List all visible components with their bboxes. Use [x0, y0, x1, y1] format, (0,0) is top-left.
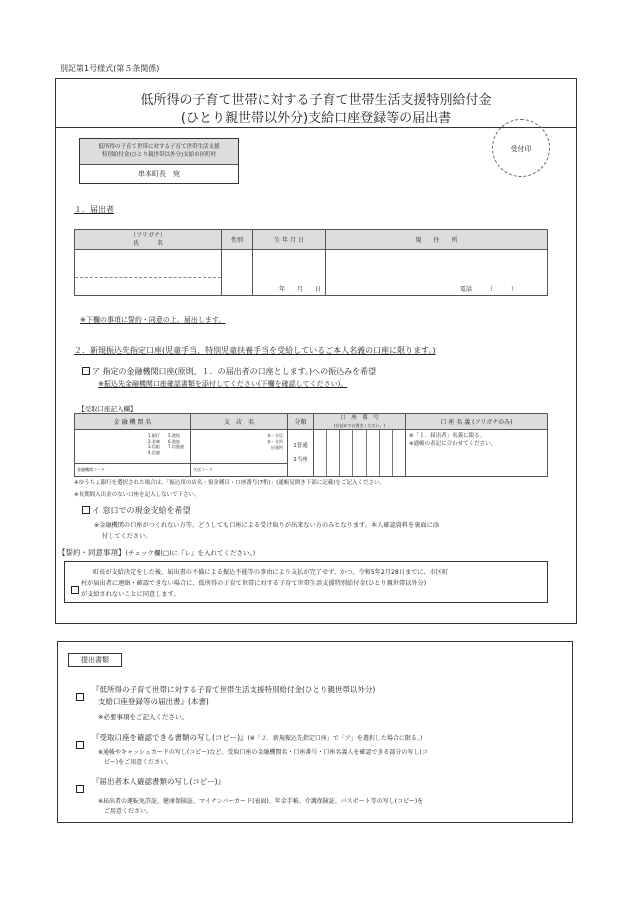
option-i[interactable] — [82, 505, 191, 516]
address-field[interactable]: 電話 （ ） — [326, 250, 548, 296]
pledge-subtitle: (チェック欄(□)に『レ』を入れてください。) — [125, 549, 256, 557]
doc1-checkbox[interactable] — [76, 685, 86, 704]
form-label: 別記第1号様式(第５条関係) — [60, 64, 160, 73]
option-i-note2: 付してください。 — [102, 533, 152, 540]
pledge-line2: 村が届出者に連絡・確認できない場合に、低所得の子育て世帯に対する子育て世帯生活支援特別給付金(ひとり親世帯以外分) — [81, 580, 427, 587]
dob-label: 生 年 月 日 — [253, 230, 326, 250]
doc1-title1: 『低所得の子育て世帯に対する子育て世帯生活支援特別給付金(ひとり親世帯以外分) — [92, 685, 376, 694]
option-i-note1: ※金融機関の口座がつくれない方等、どうしても口座による受け取りが出来ない方のみとなります。本人確認資料を裏面に添 — [94, 522, 439, 529]
name-label: 氏 名 — [132, 239, 163, 247]
col-account: 口 座 番 号 — [340, 414, 379, 421]
section2-heading: ２．新規振込先指定口座(児童手当、特別児童扶養手当を受給しているご本人名義の口座に限ります。) — [74, 346, 436, 355]
option-i-checkbox[interactable] — [82, 506, 90, 514]
pledge-line1: 町長が支給決定をした後、届出書の不備による振込不能等の事由により支払が完了せず、かつ、令和5年2月28日までに、市区町 — [93, 569, 449, 576]
yucho-note: ※ゆうちょ銀行を選択された場合は、「振込用の店名・預金種目・口座番号(7桁)」(通帳見開き下部に記載)をご記入ください。 — [74, 480, 385, 486]
account-table — [74, 413, 548, 477]
doc3-title: 『届出者本人確認書類の写し(コピー)』 — [92, 777, 226, 786]
gender-field[interactable] — [222, 250, 253, 296]
doc2-sub: (※「２．新規振込先指定口座」で「ア」を選択した場合に限る。) — [247, 735, 423, 742]
addressee-line1: 低所得の子育て世帯に対する子育て世帯生活支援 — [98, 144, 220, 150]
doc2-note1: ※通帳やキャッシュカードの写し(コピー)など、受取口座の金融機関名・口座番号・口座名義人を確認できる部分の写し(コ — [98, 749, 428, 756]
documents-box — [57, 641, 573, 823]
address-label: 現 住 所 — [326, 230, 548, 250]
doc2-checkbox[interactable] — [76, 733, 86, 752]
col-branch: 支 店 名 — [191, 414, 288, 430]
main-form — [55, 78, 577, 624]
col-holder: 口 座 名 義 (フリガナのみ) — [406, 414, 548, 430]
dob-field[interactable]: 年 月 日 — [253, 250, 326, 296]
holder-note2: ※通帳の表記に合わせてください。 — [409, 441, 497, 447]
furigana-label: （フリガナ） — [130, 231, 166, 239]
applicant-table — [74, 229, 548, 296]
addressee-line2: 特別給付金(ひとり親世帯以外分)支給市区町村 — [101, 152, 217, 158]
option-a-note: ※振込先金融機関口座確認書類を添付してください(下欄を確認してください)。 — [98, 380, 348, 388]
doc2-note2: ピー)をご用意ください。 — [104, 759, 173, 766]
section1-heading: １．届出者 — [74, 205, 114, 214]
option-a[interactable] — [82, 366, 376, 377]
documents-heading: 提出書類 — [68, 653, 122, 667]
title-line1: 低所得の子育て世帯に対する子育て世帯生活支援特別給付金 — [140, 93, 492, 108]
account-holder-field[interactable] — [406, 430, 548, 477]
long-period-note: ※長期間入出金のない口座を記入しないで下さい。 — [74, 492, 200, 498]
bank-code-label: 金融機関コード — [77, 467, 105, 472]
doc3-checkbox[interactable] — [76, 777, 86, 796]
branch-name-field[interactable]: 本・支店 本・支所 出張所 支店コード — [191, 430, 288, 477]
title-line2: (ひとり親世帯以外分)支給口座登録等の届出書 — [180, 111, 452, 126]
col-account-sub: (右詰めでお書きください。) — [333, 422, 386, 428]
pledge-title: 【誓約・同意事項】 — [58, 548, 126, 557]
title-divider — [56, 127, 576, 128]
doc3-note2: ご用意ください。 — [104, 808, 153, 815]
type-current: 2当座 — [293, 457, 308, 463]
bank-name-field[interactable]: 1.銀行 2.金庫 3.信組 4.信連 5.農協 6.漁協 7.信漁連 金融機関コード — [75, 430, 191, 477]
option-a-checkbox[interactable] — [82, 367, 90, 375]
account-table-label: 【受取口座記入欄】 — [78, 405, 137, 413]
doc1-title2: 支給口座登録等の届出書』(本書) — [98, 697, 209, 706]
option-i-label: イ 窓口での現金支給を希望 — [92, 506, 191, 515]
doc2-label: 『受取口座を確認できる書類の写し(コピー)』 — [92, 733, 248, 742]
doc3-note1: ※届出者の運転免許証、健康保険証、マイナンバーカード(表面)、年金手帳、介護保険証、パスポート等の写し(コピー)を — [98, 798, 424, 805]
reception-stamp — [492, 119, 550, 177]
type-ordinary: 1普通 — [293, 443, 308, 449]
doc2-title — [92, 732, 422, 743]
account-number-field[interactable] — [314, 430, 406, 477]
pledge-checkbox[interactable] — [71, 578, 81, 597]
account-type-field[interactable] — [288, 430, 314, 477]
addressee-box — [79, 138, 239, 184]
col-type: 分類 — [288, 414, 314, 430]
name-field[interactable] — [75, 250, 222, 296]
addressee-mayor: 串本町長 宛 — [138, 170, 180, 178]
pledge-line3: が支給されないことに同意します。 — [81, 591, 180, 598]
option-a-label: ア 指定の金融機関口座(原則、１．の届出者の口座とします。)への振込みを希望 — [92, 367, 377, 376]
pledge-box — [64, 561, 548, 603]
doc1-note: ※必要事項をご記入ください。 — [98, 713, 188, 721]
col-bank: 金 融 機 関 名 — [75, 414, 191, 430]
branch-code-label: 支店コード — [193, 467, 213, 472]
holder-note1: ※「１．届出者」名義に限る。 — [409, 433, 486, 439]
gender-label: 性別 — [222, 230, 253, 250]
pledge-heading — [58, 547, 255, 558]
consent-note: ※下欄の事項に誓約・同意の上、届出します。 — [80, 316, 226, 324]
stamp-label: 受付印 — [510, 145, 532, 153]
